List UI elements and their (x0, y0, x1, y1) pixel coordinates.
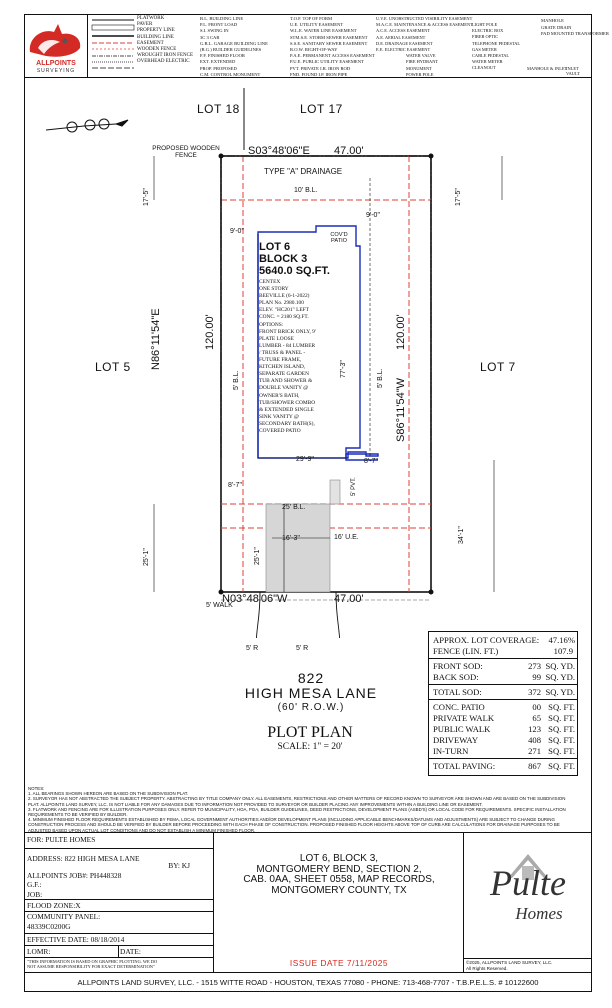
total-sod-unit: SQ. YD. (545, 687, 575, 697)
note-line: 3. FLATWORK AND FENCING ARE FOR ILLUSTRATION PURPOSES ONLY. REFER TO MUNICIPALITY, HOA, POA, BUILDER GUIDELINES, DEED RESTRICTIONS, DEVELOPMENT PLANS (ASBD'S) OR LOCAL CODE FOR REQUIREMENTS. SPECIFIC INSTALLATION (28, 806, 566, 812)
abbrev: U.E. UTILITY EASEMENT (290, 22, 344, 28)
brand-subname: Homes (515, 904, 563, 923)
abbrev: T.O.F. TOP OF FORM (290, 16, 333, 21)
private-walk (330, 480, 340, 504)
paving-unit: SQ. FT. (548, 724, 575, 734)
front-building-line-label: 25' B.L. (282, 504, 306, 511)
dimension-drive-depth: 25'-1" (254, 547, 261, 565)
legend-label: WOODEN FENCE (137, 47, 177, 53)
logo-text: ALLPOINTS (36, 60, 76, 67)
issue-date: ISSUE DATE 7/11/2025 (289, 958, 389, 968)
dimension-rear-left: 17'-5" (143, 188, 150, 206)
abbrev: EXT. EXTENDED (200, 59, 236, 65)
radius-left-label: 5' R (246, 645, 259, 652)
abbrev: B.L. BUILDING LINE (200, 16, 244, 21)
house-note: ONE STORY (259, 286, 289, 293)
right-building-line-label: 5' B.L. (377, 368, 384, 388)
lomr-row (24, 946, 214, 958)
dimension-house-depth: 77'-3" (340, 360, 347, 378)
lot-number: LOT 6 (259, 241, 291, 253)
note-line: 2. SURVEYOR HAS NOT ABSTRACTED THE SUBJECT PROPERTY. ABSTRACTING BY TITLE COMPANY ONLY. ALL EASEMENTS, RESTRICTIONS AND OTHER MATTERS OF RECORD KNOWN TO SURVEYOR ARE SHOWN AND ARE BASED ON THE SUBDIVISION (28, 796, 566, 802)
legend-label: EASEMENT (137, 40, 164, 46)
abbrev-column-4 (472, 22, 520, 72)
legend-line-samples (90, 17, 138, 77)
abbrev: ELECTRIC BOX (472, 28, 504, 34)
note-line: NOTES: (28, 786, 45, 791)
lot-7-label: LOT 7 (480, 360, 516, 374)
legend-label: PLATWORK (137, 16, 165, 21)
notes (28, 786, 584, 833)
sod-value: 99 (532, 672, 541, 682)
radius-right-label: 5' R (296, 645, 309, 652)
copyright (464, 958, 592, 972)
note-line: 1. ALL BEARINGS SHOWN HEREON ARE BASED ON THE SUBDIVISION PLAT. (28, 791, 189, 797)
walk-label: 5' WALK (206, 602, 233, 609)
logo-subtext: SURVEYING (36, 68, 76, 74)
fence-label: PROPOSED WOODEN FENCE (152, 145, 220, 159)
paving-label: DRIVEWAY (433, 735, 479, 745)
distance-left: 120.00' (204, 314, 216, 350)
street-name: HIGH MESA LANE (244, 685, 378, 701)
sod-unit: SQ. YD. (545, 672, 575, 682)
abbrev: WATER VALVE (406, 53, 436, 59)
lot-5-label: LOT 5 (95, 360, 131, 374)
abbrev: U.V.E. UNOBSTRUCTED VISIBILITY EASEMENT (376, 16, 473, 21)
total-sod-value: 372 (528, 687, 541, 697)
abbrev: P.U.E. PUBLIC UTILITY EASEMENT (290, 59, 364, 65)
fence-length-label: FENCE (LIN. FT.) (433, 646, 499, 656)
lot-coverage-value: 47.16% (548, 635, 575, 645)
abbrev: F.F. FINISHED FLOOR (200, 53, 245, 59)
paving-label: PRIVATE WALK (433, 713, 495, 723)
left-building-line-label: 5' B.L. (233, 370, 240, 390)
driveway (266, 504, 330, 592)
bearing-bottom: N03°48'06"W (222, 593, 288, 605)
paving-label: PUBLIC WALK (433, 724, 491, 734)
date-label: DATE: (120, 947, 141, 956)
note-line: PLAT. ALLPOINTS LAND SURVEY, LLC. IS NOT LIABLE FOR ANY DAMAGES DUE TO INFORMATION NOT PROVIDED TO SURVEYOR OR BUILDER PLACING ANY IMPROVEMENTS WITHIN A BUILDING LINE OR EASEMENT. (28, 801, 483, 807)
abbrev: GRATE DRAIN (541, 24, 572, 30)
sod-unit: SQ. YD. (545, 661, 575, 671)
house-options (259, 279, 339, 435)
house-note: FRONT BRICK ONLY, 9' (259, 328, 316, 335)
house-note: FUTURE FRAME, (259, 357, 302, 364)
abbrev-inlet: INLET (566, 66, 579, 71)
fence-length-value: 107.9 (553, 646, 573, 656)
paving-unit: SQ. FT. (548, 702, 575, 712)
abbrev-column-1 (200, 16, 268, 78)
legend-line-labels (137, 16, 193, 66)
abbrev-column-3 (376, 16, 473, 78)
house-note: BEEVILLE (6-1-2022) (259, 293, 310, 300)
abbrev: A.C.E. ACCESS EASEMENT (376, 28, 431, 34)
note-line: ADJUSTED BASED UPON ACTUAL LOT CONDITIONS AND DO NOT ESTABLISH A MINIMUM FINISHED FLOOR. (28, 827, 256, 833)
disclaimer-line: "THIS INFORMATION IS BASED ON GRAPHIC PLOTTING. WE DO (27, 959, 158, 964)
legal-line: CAB. 0AA, SHEET 0558, MAP RECORDS, (243, 874, 435, 885)
paving-value: 123 (528, 724, 541, 734)
house-note: OWNER'S BATH, (259, 392, 300, 399)
plan-scale: SCALE: 1" = 20' (277, 742, 343, 752)
abbrev: D.E. DRAINAGE EASEMENT (376, 40, 433, 46)
abbrev: POWER POLE (406, 71, 434, 77)
abbrev: W.L.E. WATER LINE EASEMENT (290, 28, 357, 34)
brand-name: Pulte (490, 863, 566, 903)
right-of-way: (60' R.O.W.) (277, 702, 345, 713)
copyright-line: ©2025, ALLPOINTS LAND SURVEY, LLC. (466, 960, 553, 965)
dimension-left-offset: 8'-7" (228, 482, 242, 489)
house-note: OPTIONS: (259, 321, 284, 328)
legend-label: PROPERTY LINE (137, 28, 175, 34)
abbrev: C.M. CONTROL MONUMENT (200, 71, 261, 77)
abbrev: S.S.E. SANITARY SEWER EASEMENT (290, 40, 368, 46)
dimension-right-offset: 8'-7" (364, 458, 378, 465)
house-note: PLATE LOOSE (259, 335, 294, 342)
plan-title: PLOT PLAN (267, 724, 353, 741)
abbrev: WATER METER (472, 59, 503, 65)
utility-easement-label: 16' U.E. (334, 534, 359, 541)
address-block (24, 849, 214, 880)
legal-line: LOT 6, BLOCK 3, (299, 853, 379, 864)
house-note: SEPARATE GARDEN (259, 371, 309, 378)
distance-top: 47.00' (334, 145, 364, 157)
lot-17-label: LOT 17 (300, 102, 343, 116)
job-info (24, 832, 214, 972)
abbrev: FIBER OPTIC (472, 34, 499, 40)
total-paving-unit: SQ. FT. (548, 761, 575, 771)
abbrev: MANHOLE (541, 18, 564, 23)
note-line: 4. MINIMUM FINISHED FLOOR REQUIREMENTS ESTABLISHED BY FEMA, LOCAL GOVERNMENT AUTHORITIES AND/OR DEVELOPMENT PLANS (INCLUDING APPLICABLE BENCHMARKS/DATUMS AND ADJUSTMENTS) ARE SUBJECT TO CHANGE DURING (28, 817, 555, 823)
job-number: ALLPOINTS JOB#: PH448328 (27, 871, 122, 880)
bearing-left: N86°11'54"E (150, 308, 162, 370)
total-paving-value: 867 (528, 761, 541, 771)
legend-label: OVERHEAD ELECTRIC (137, 59, 190, 65)
abbrev: S.I. SWING IN (200, 28, 229, 34)
paving-unit: SQ. FT. (548, 713, 575, 723)
abbrev-column-2 (290, 16, 375, 78)
abbrev: LIGHT POLE (472, 22, 498, 27)
total-paving-label: TOTAL PAVING: (433, 761, 496, 771)
paving-value: 65 (532, 713, 541, 723)
legend-label: BUILDING LINE (137, 34, 174, 40)
house-note: SINK VANITY @ (259, 413, 299, 420)
house-note: / TRUSS & PANEL - (259, 349, 306, 356)
abbrev: TELEPHONE PEDESTAL (472, 40, 521, 46)
note-line: CONSTRUCTION PROCESS AND SHOULD BE VERIFIED BY BUILDER BEFORE PROCEEDING WITH EACH PHASE OF CONSTRUCTION. PROPOSED FINISHED FLOOR HEIGHTS ABOVE TOP OF CURB ARE CALCULATIONS FOR DRAINAGE PURPOSES TO BE (28, 822, 560, 828)
abbrev: P.L. FRONT LOAD (200, 22, 238, 28)
abbrev: PVT. PRIVATE I.R. IRON ROD (290, 65, 351, 71)
covered-patio-label: COV'D PATIO (330, 232, 348, 244)
abbrev-column-5 (541, 18, 609, 38)
abbrev: FND. FOUND I.P. IRON PIPE (290, 71, 348, 77)
private-walk-label: 5' PVT. (351, 477, 357, 496)
disclaimer (24, 958, 214, 972)
paving-value: 00 (532, 702, 541, 712)
abbrev: CABLE PEDESTAL (472, 53, 510, 59)
dimension-right-front: 34'-1" (458, 526, 465, 544)
house-note: LUMBER - 84 LUMBER (259, 342, 316, 349)
gf-row: G.F.: (27, 880, 42, 889)
sod-value: 273 (528, 661, 541, 671)
bearing-right: S86°11'54"W (395, 377, 407, 442)
dimension-setback-right: 9'-0" (366, 212, 380, 219)
builder-brand (464, 832, 592, 972)
abbrev-manhole-inlet: MANHOLE & INLET (527, 66, 568, 71)
legal-description (214, 832, 464, 972)
block-number: BLOCK 3 (259, 253, 308, 265)
abbrev: (B.G.) BUILDER GUIDELINES (200, 47, 262, 53)
company-logo (24, 14, 88, 78)
sod-label: BACK SOD: (433, 672, 479, 682)
paving-label: IN-TURN (433, 746, 469, 756)
house-note: DOUBLE VANITY @ (259, 385, 309, 392)
abbrev: E.E. ELECTRIC EASEMENT (376, 47, 431, 53)
abbrev: A.E. AERIAL EASEMENT (376, 34, 426, 40)
house-note: SECONDARY BATH(S), (259, 420, 315, 427)
abbrev: PAD MOUNTED TRANSFORMER (541, 31, 609, 36)
note-line: REQUIREMENTS TO BE VERIFIED BY BUILDER. (28, 812, 128, 818)
lot-area: 5640.0 SQ.FT. (259, 265, 330, 277)
abbrev: 3C 3 CAR (200, 34, 220, 40)
effective-date: EFFECTIVE DATE: 08/18/2014 (24, 934, 214, 946)
abbrev: R.O.W. RIGHT-OF-WAY (290, 47, 338, 53)
house-note: CONC. = 2180 SQ.FT. (259, 314, 309, 321)
address-line: ADDRESS: 822 HIGH MESA LANE (27, 854, 140, 863)
community-panel-label: COMMUNITY PANEL: (27, 912, 101, 921)
house-note: TUB AND SHOWER & (259, 378, 313, 385)
house-note: CENTEX (259, 279, 281, 285)
legal-line: MONTGOMERY COUNTY, TX (271, 884, 407, 896)
abbrev: CLEANOUT (472, 65, 496, 71)
sod-label: FRONT SOD: (433, 661, 483, 671)
abbrev: GAS METER (472, 46, 497, 52)
paving-unit: SQ. FT. (548, 735, 575, 745)
north-arrow-icon (46, 119, 128, 132)
disclaimer-line: NOT ASSUME RESPONSIBILITY FOR EXACT DETERMINATION" (27, 964, 155, 970)
house-note: COVERED PATIO (259, 427, 301, 434)
abbrev: FIRE HYDRANT (406, 59, 439, 65)
lomr-label: LOMR: (27, 947, 51, 956)
distance-right: 120.00' (395, 314, 407, 350)
legend-label: WROUGHT IRON FENCE (137, 53, 194, 59)
dimension-front-setback: 25'-1" (143, 548, 150, 566)
abbrev: G.B.L. GARAGE BUILDING LINE (200, 40, 268, 46)
abbrev: PROP. PROPOSED (200, 65, 237, 71)
house-note: & EXTENDED SINGLE (259, 406, 314, 413)
abbrev-vault: VAULT (566, 71, 580, 76)
abbrev: MONUMENT (406, 65, 432, 71)
paving-unit: SQ. FT. (548, 746, 575, 756)
paving-value: 408 (528, 735, 541, 745)
lot-coverage-label: APPROX. LOT COVERAGE: (433, 635, 540, 645)
flood-zone: FLOOD ZONE:X (24, 900, 214, 912)
drawn-by: BY: KJ (168, 861, 190, 870)
legend-label: PAVER (137, 22, 153, 28)
total-sod-label: TOTAL SOD: (433, 687, 482, 697)
lot-18-label: LOT 18 (197, 102, 240, 116)
house-note: TUB/SHOWER COMBO (259, 399, 316, 406)
address-number: 822 (297, 670, 325, 686)
drainage-label: TYPE "A" DRAINAGE (264, 167, 343, 176)
house-note: ELEV. "HC201" LEFT (259, 307, 309, 314)
abbrev: STM.S.E. STORM SEWER EASEMENT (290, 34, 368, 40)
legal-line: MONTGOMERY BEND, SECTION 2, (256, 863, 422, 875)
community-panel (24, 912, 214, 934)
rear-building-line-label: 10' B.L. (294, 187, 318, 194)
dimension-house-width: 29'-9" (296, 456, 314, 463)
dimension-drive-width: 16'-3" (282, 535, 300, 542)
copyright-line: All Rights Reserved. (466, 965, 508, 971)
job-row: JOB: (24, 890, 214, 900)
abbrev: M.A.C.E. MAINTENANCE & ACCESS EASEMENT (376, 22, 473, 28)
community-panel-value: 48339C0200G (27, 922, 71, 931)
dimension-rear-right: 17'-5" (455, 188, 462, 206)
paving-label: CONC. PATIO (433, 702, 485, 712)
bearing-top: S03°48'06"E (248, 145, 310, 157)
footer: ALLPOINTS LAND SURVEY, LLC. - 1515 WITTE ROAD - HOUSTON, TEXAS 77080 - PHONE: 713-468-7707 - T.B.P.E.L.S. # 10122600 (24, 972, 592, 992)
house-note: PLAN No. 2980.100 (259, 300, 304, 307)
abbrev: P.A.E. PERMANENT ACCESS EASEMENT (290, 53, 375, 59)
paving-value: 271 (528, 746, 541, 756)
dimension-setback-left: 9'-0" (230, 228, 244, 235)
distance-bottom: 47.00' (334, 593, 364, 605)
for-row: FOR: PULTE HOMES (24, 832, 214, 849)
house-note: KITCHEN ISLAND, (259, 364, 306, 371)
coverage-table (428, 631, 578, 776)
